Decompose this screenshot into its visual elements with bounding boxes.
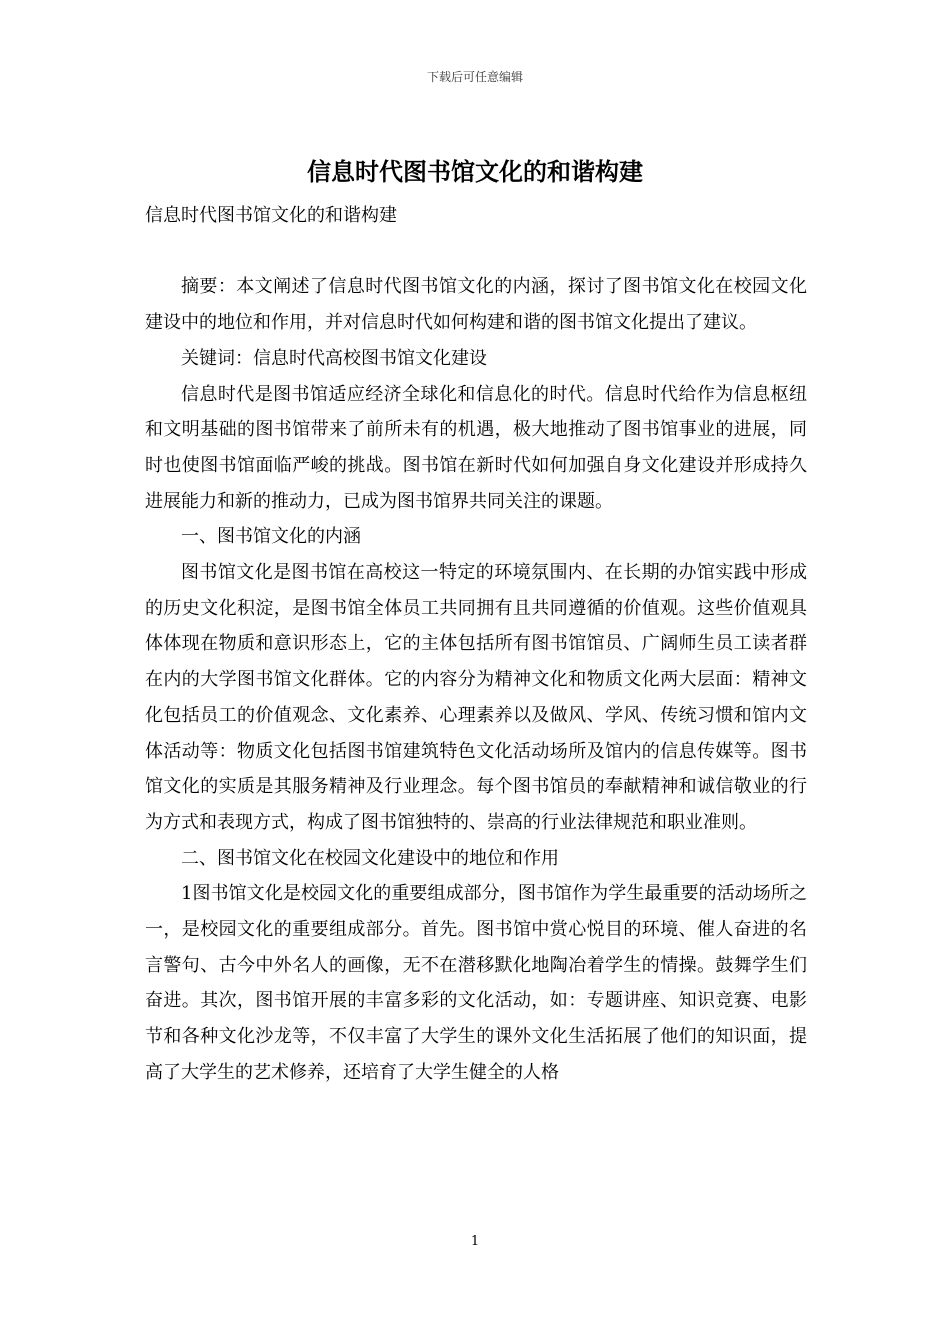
section-2-paragraph: 1图书馆文化是校园文化的重要组成部分，图书馆作为学生最重要的活动场所之一，是校园文化的重要组成部分。首先。图书馆中赏心悦目的环境、催人奋进的名言警句、古今中外名人的画像，无不在潜移默化地陶冶着学生的情操。鼓舞学生们奋进。其次，图书馆开展的丰富多彩的文化活动，如：专题讲座、知识竞赛、电影节和各种文化沙龙等，不仅丰富了大学生的课外文化生活拓展了他们的知识面，提高了大学生的艺术修养，还培育了大学生健全的人格 [145, 883, 807, 1083]
section-1-paragraph: 图书馆文化是图书馆在高校这一特定的环境氛围内、在长期的办馆实践中形成的历史文化积淀，是图书馆全体员工共同拥有且共同遵循的价值观。这些价值观具体体现在物质和意识形态上，它的主体包括所有图书馆馆员、广阔师生员工读者群在内的大学图书馆文化群体。它的内容分为精神文化和物质文化两大层面：精神文化包括员工的价值观念、文化素养、心理素养以及做风、学风、传统习惯和馆内文体活动等：物质文化包括图书馆建筑特色文化活动场所及馆内的信息传媒等。图书馆文化的实质是其服务精神及行业理念。每个图书馆员的奉献精神和诚信敬业的行为方式和表现方式，构成了图书馆独特的、崇高的行业法律规范和职业准则。 [145, 562, 807, 833]
header-note: 下载后可任意编辑 [426, 70, 523, 84]
keywords-paragraph: 关键词：信息时代高校图书馆文化建设 [181, 347, 487, 369]
document-body [145, 198, 807, 1091]
abstract-paragraph: 摘要：本文阐述了信息时代图书馆文化的内涵，探讨了图书馆文化在校园文化建设中的地位和作用，并对信息时代如何构建和谐的图书馆文化提出了建议。 [145, 276, 807, 334]
document-subtitle: 信息时代图书馆文化的和谐构建 [145, 205, 397, 226]
section-heading-1: 一、图书馆文化的内涵 [181, 526, 361, 548]
intro-paragraph: 信息时代是图书馆适应经济全球化和信息化的时代。信息时代给作为信息枢纽和文明基础的图书馆带来了前所未有的机遇，极大地推动了图书馆事业的进展，同时也使图书馆面临严峻的挑战。图书馆在新时代如何加强自身文化建设并形成持久进展能力和新的推动力，已成为图书馆界共同关注的课题。 [145, 383, 807, 512]
document-title: 信息时代图书馆文化的和谐构建 [307, 158, 643, 186]
section-heading-2: 二、图书馆文化在校园文化建设中的地位和作用 [181, 847, 559, 869]
page-number: 1 [470, 1234, 480, 1249]
